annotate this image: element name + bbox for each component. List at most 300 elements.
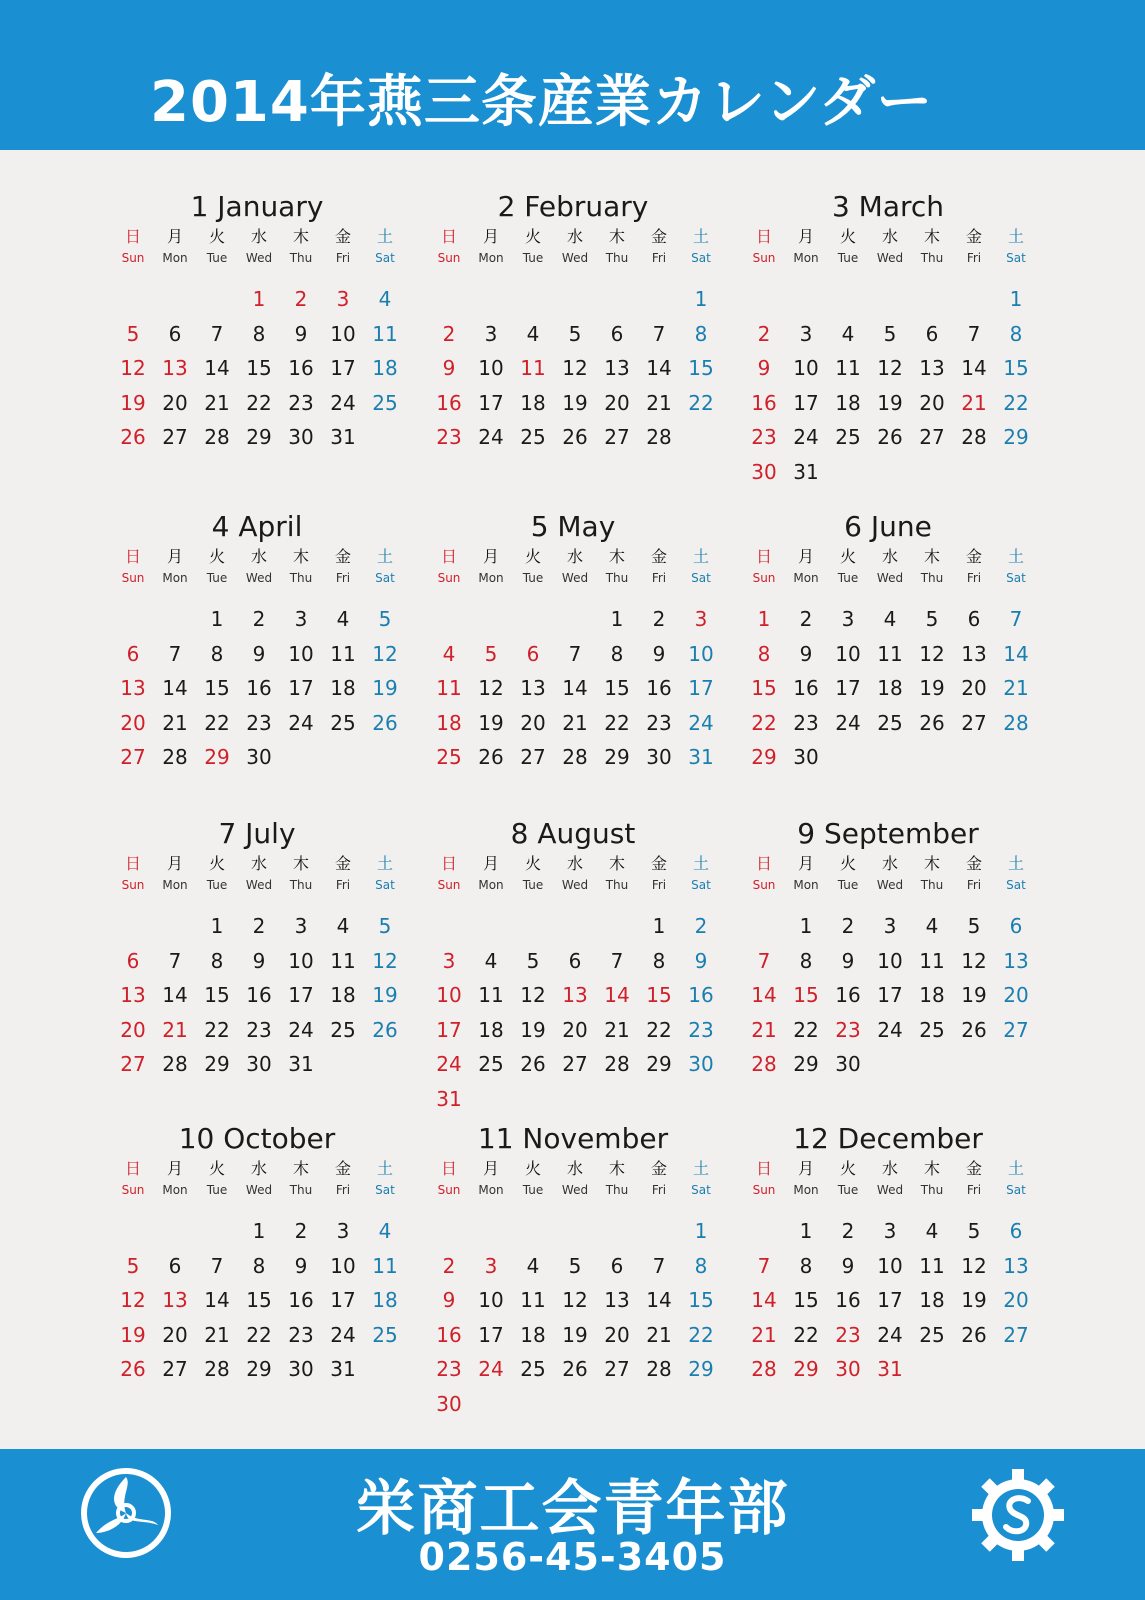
- day-cell: 25: [330, 710, 356, 735]
- day-cell: 11: [520, 1288, 546, 1312]
- day-cell: 20: [520, 710, 546, 735]
- day-cell: 18: [919, 1288, 945, 1312]
- page-title: 2014年燕三条産業カレンダー: [150, 70, 934, 135]
- weekday-en-label: Sat: [1006, 878, 1026, 892]
- day-cell: 5: [883, 321, 897, 346]
- weekday-jp-label: 土: [376, 227, 393, 246]
- weekday-en-label: Wed: [876, 571, 904, 585]
- day-cell: 29: [751, 745, 777, 769]
- weekday-en-label: Sun: [121, 571, 145, 585]
- day-cell: 6: [526, 641, 540, 666]
- day-cell: 19: [120, 1322, 146, 1347]
- weekday-en-label: Thu: [605, 878, 629, 892]
- day-cell: 27: [604, 425, 630, 449]
- day-grid: [428, 282, 722, 455]
- weekday-jp-label: 水: [881, 227, 898, 246]
- day-cell: 7: [757, 1253, 771, 1278]
- day-cell: 15: [1003, 356, 1029, 380]
- day-cell: 23: [835, 1017, 861, 1042]
- day-cell: 2: [652, 607, 666, 631]
- day-cell: 20: [1003, 983, 1029, 1007]
- empty-day-cell: [196, 282, 238, 317]
- day-cell: 28: [204, 425, 230, 449]
- day-cell: 19: [372, 983, 398, 1007]
- weekday-en-label: Mon: [162, 571, 188, 585]
- weekday-header: [428, 1158, 722, 1200]
- day-cell: 8: [799, 948, 813, 973]
- day-cell: 5: [568, 321, 582, 346]
- day-cell: 19: [120, 390, 146, 415]
- weekday-jp-label: 木: [608, 854, 625, 873]
- day-cell: 13: [162, 1288, 188, 1312]
- day-cell: 9: [694, 948, 708, 973]
- day-cell: 28: [162, 745, 188, 769]
- day-cell: 28: [204, 1357, 230, 1381]
- day-cell: 1: [799, 914, 813, 938]
- day-cell: 30: [288, 425, 314, 449]
- weekday-jp-label: 木: [292, 227, 309, 246]
- day-cell: 14: [751, 1288, 777, 1312]
- day-cell: 26: [372, 1017, 398, 1042]
- day-cell: 3: [883, 1219, 897, 1243]
- day-cell: 24: [688, 710, 714, 735]
- weekday-en-label: Thu: [289, 1183, 313, 1197]
- weekday-jp-label: 月: [166, 227, 183, 246]
- day-cell: 4: [336, 607, 350, 631]
- weekday-header: [112, 546, 406, 588]
- day-cell: 4: [526, 321, 540, 346]
- day-cell: 2: [294, 287, 308, 311]
- day-cell: 18: [520, 390, 546, 415]
- empty-day-cell: [512, 602, 554, 637]
- day-cell: 20: [604, 390, 630, 415]
- weekday-jp-label: 火: [524, 1159, 541, 1178]
- day-cell: 18: [372, 356, 398, 380]
- day-cell: 16: [436, 1322, 462, 1347]
- day-cell: 3: [294, 607, 308, 631]
- day-cell: 8: [210, 948, 224, 973]
- weekday-jp-label: 金: [965, 227, 982, 246]
- weekday-en-label: Thu: [605, 1183, 629, 1197]
- day-cell: 13: [919, 356, 945, 380]
- day-cell: 2: [799, 607, 813, 631]
- day-cell: 21: [751, 1322, 777, 1347]
- weekday-jp-label: 火: [839, 547, 856, 566]
- day-cell: 24: [793, 425, 819, 449]
- day-cell: 28: [751, 1357, 777, 1381]
- day-cell: 12: [562, 1288, 588, 1312]
- weekday-jp-label: 土: [376, 854, 393, 873]
- day-cell: 25: [520, 425, 546, 449]
- weekday-jp-label: 金: [650, 227, 667, 246]
- weekday-jp-label: 火: [839, 854, 856, 873]
- day-cell: 22: [246, 1322, 272, 1347]
- month-title: 8 August: [510, 817, 636, 850]
- empty-day-cell: [596, 909, 638, 944]
- day-cell: 2: [442, 1253, 456, 1278]
- weekday-jp-label: 日: [755, 547, 772, 566]
- day-cell: 13: [120, 983, 146, 1007]
- weekday-header: [112, 1158, 406, 1200]
- weekday-jp-label: 火: [839, 1159, 856, 1178]
- day-cell: 27: [120, 745, 146, 769]
- day-cell: 6: [1009, 1219, 1023, 1243]
- month-title: 6 June: [844, 510, 932, 543]
- day-cell: 20: [961, 676, 987, 700]
- day-cell: 18: [372, 1288, 398, 1312]
- weekday-jp-label: 金: [334, 1159, 351, 1178]
- day-cell: 28: [562, 745, 588, 769]
- day-cell: 17: [288, 676, 314, 700]
- day-grid: [743, 909, 1037, 1082]
- day-cell: 9: [442, 1288, 456, 1312]
- day-cell: 23: [246, 710, 272, 735]
- day-cell: 1: [652, 914, 666, 938]
- day-cell: 31: [793, 459, 819, 484]
- day-cell: 3: [336, 287, 350, 311]
- weekday-jp-label: 日: [440, 1159, 457, 1178]
- day-cell: 18: [835, 390, 861, 415]
- day-cell: 18: [330, 676, 356, 700]
- weekday-jp-label: 木: [292, 1159, 309, 1178]
- day-cell: 8: [694, 321, 708, 346]
- weekday-jp-label: 火: [208, 854, 225, 873]
- weekday-en-label: Sat: [375, 251, 395, 265]
- month-block: [743, 508, 1033, 775]
- empty-day-cell: [154, 909, 196, 944]
- day-cell: 16: [246, 983, 272, 1007]
- day-cell: 3: [484, 1253, 498, 1278]
- day-cell: 26: [562, 1357, 588, 1381]
- day-cell: 20: [919, 390, 945, 415]
- day-cell: 27: [961, 710, 987, 735]
- day-cell: 7: [652, 1253, 666, 1278]
- month-title: 11 November: [477, 1122, 669, 1155]
- weekday-en-label: Wed: [876, 878, 904, 892]
- day-cell: 24: [436, 1052, 462, 1076]
- weekday-jp-label: 日: [124, 227, 141, 246]
- weekday-en-label: Thu: [920, 878, 944, 892]
- empty-day-cell: [154, 1214, 196, 1249]
- day-cell: 22: [246, 390, 272, 415]
- weekday-en-label: Sun: [752, 251, 776, 265]
- day-cell: 13: [562, 983, 588, 1007]
- weekday-header: [428, 853, 722, 895]
- day-cell: 11: [372, 321, 398, 346]
- day-cell: 27: [919, 425, 945, 449]
- day-cell: 20: [604, 1322, 630, 1347]
- weekday-en-label: Sun: [437, 878, 461, 892]
- day-cell: 19: [562, 390, 588, 415]
- weekday-en-label: Sat: [1006, 571, 1026, 585]
- day-cell: 4: [378, 1219, 392, 1243]
- month-title: 7 July: [218, 817, 296, 850]
- day-cell: 23: [646, 710, 672, 735]
- weekday-jp-label: 月: [482, 547, 499, 566]
- day-cell: 13: [120, 676, 146, 700]
- day-cell: 13: [162, 356, 188, 380]
- weekday-jp-label: 木: [608, 547, 625, 566]
- weekday-jp-label: 金: [650, 1159, 667, 1178]
- day-cell: 8: [210, 641, 224, 666]
- weekday-jp-label: 日: [124, 547, 141, 566]
- day-grid: [112, 909, 406, 1082]
- day-cell: 5: [967, 914, 981, 938]
- weekday-jp-label: 火: [524, 547, 541, 566]
- month-title: 3 March: [831, 190, 945, 223]
- weekday-jp-label: 金: [965, 547, 982, 566]
- day-cell: 6: [610, 321, 624, 346]
- weekday-en-label: Mon: [478, 878, 504, 892]
- day-cell: 1: [1009, 287, 1023, 311]
- day-cell: 23: [436, 1357, 462, 1381]
- day-cell: 4: [336, 914, 350, 938]
- day-cell: 3: [694, 607, 708, 631]
- day-cell: 30: [288, 1357, 314, 1381]
- day-cell: 4: [841, 321, 855, 346]
- day-cell: 6: [568, 948, 582, 973]
- empty-day-cell: [428, 602, 470, 637]
- empty-day-cell: [911, 282, 953, 317]
- day-cell: 10: [877, 1253, 903, 1278]
- day-cell: 25: [520, 1357, 546, 1381]
- weekday-en-label: Sun: [121, 878, 145, 892]
- footer-banner: [0, 1449, 1145, 1600]
- weekday-header: [112, 226, 406, 268]
- day-cell: 17: [877, 1288, 903, 1312]
- day-cell: 10: [478, 356, 504, 380]
- weekday-en-label: Tue: [837, 1183, 859, 1197]
- day-cell: 15: [246, 1288, 272, 1312]
- day-cell: 12: [120, 1288, 146, 1312]
- day-cell: 15: [204, 983, 230, 1007]
- day-grid: [112, 602, 406, 775]
- day-cell: 7: [210, 321, 224, 346]
- empty-day-cell: [554, 602, 596, 637]
- weekday-en-label: Wed: [561, 1183, 589, 1197]
- weekday-jp-label: 土: [692, 1159, 709, 1178]
- day-cell: 19: [919, 676, 945, 700]
- day-cell: 13: [520, 676, 546, 700]
- day-cell: 19: [520, 1017, 546, 1042]
- day-cell: 14: [162, 676, 188, 700]
- day-cell: 20: [162, 1322, 188, 1347]
- day-cell: 1: [610, 607, 624, 631]
- day-grid: [428, 1214, 722, 1421]
- day-cell: 3: [799, 321, 813, 346]
- day-cell: 5: [925, 607, 939, 631]
- day-cell: 5: [967, 1219, 981, 1243]
- day-cell: 23: [288, 390, 314, 415]
- weekday-jp-label: 水: [250, 854, 267, 873]
- day-cell: 28: [646, 1357, 672, 1381]
- weekday-en-label: Sat: [375, 571, 395, 585]
- day-cell: 26: [120, 1357, 146, 1381]
- day-cell: 20: [562, 1017, 588, 1042]
- day-cell: 14: [204, 356, 230, 380]
- day-cell: 24: [877, 1322, 903, 1347]
- day-cell: 2: [694, 914, 708, 938]
- weekday-en-label: Mon: [162, 251, 188, 265]
- day-cell: 12: [961, 1253, 987, 1278]
- weekday-jp-label: 火: [208, 1159, 225, 1178]
- weekday-jp-label: 木: [923, 547, 940, 566]
- day-cell: 25: [330, 1017, 356, 1042]
- day-cell: 21: [162, 1017, 188, 1042]
- weekday-en-label: Tue: [522, 571, 544, 585]
- empty-day-cell: [743, 282, 785, 317]
- empty-day-cell: [428, 282, 470, 317]
- empty-day-cell: [512, 909, 554, 944]
- day-cell: 9: [442, 356, 456, 380]
- weekday-jp-label: 月: [482, 227, 499, 246]
- month-block: [428, 188, 718, 455]
- day-cell: 4: [925, 914, 939, 938]
- day-cell: 12: [877, 356, 903, 380]
- weekday-en-label: Tue: [522, 878, 544, 892]
- weekday-header: [743, 1158, 1037, 1200]
- day-cell: 21: [961, 390, 987, 415]
- day-cell: 19: [961, 983, 987, 1007]
- day-cell: 13: [1003, 948, 1029, 973]
- day-grid: [743, 602, 1037, 775]
- day-cell: 10: [288, 641, 314, 666]
- day-cell: 22: [751, 710, 777, 735]
- month-block: [428, 1120, 718, 1421]
- weekday-en-label: Sat: [691, 1183, 711, 1197]
- day-cell: 10: [793, 356, 819, 380]
- day-cell: 28: [162, 1052, 188, 1076]
- day-cell: 9: [294, 321, 308, 346]
- weekday-jp-label: 木: [923, 1159, 940, 1178]
- weekday-jp-label: 水: [881, 854, 898, 873]
- empty-day-cell: [869, 282, 911, 317]
- day-cell: 18: [478, 1017, 504, 1042]
- weekday-en-label: Thu: [920, 251, 944, 265]
- day-cell: 11: [372, 1253, 398, 1278]
- day-cell: 25: [372, 390, 398, 415]
- day-cell: 2: [252, 914, 266, 938]
- day-cell: 24: [330, 390, 356, 415]
- day-grid: [428, 602, 722, 775]
- weekday-en-label: Sat: [375, 878, 395, 892]
- day-cell: 27: [120, 1052, 146, 1076]
- day-cell: 11: [835, 356, 861, 380]
- day-cell: 9: [757, 356, 771, 380]
- weekday-jp-label: 月: [166, 1159, 183, 1178]
- day-cell: 2: [841, 914, 855, 938]
- weekday-en-label: Fri: [651, 878, 667, 892]
- day-cell: 6: [610, 1253, 624, 1278]
- day-cell: 11: [330, 641, 356, 666]
- month-block: [743, 188, 1033, 489]
- weekday-jp-label: 火: [839, 227, 856, 246]
- weekday-en-label: Fri: [651, 1183, 667, 1197]
- day-cell: 8: [610, 641, 624, 666]
- empty-day-cell: [554, 909, 596, 944]
- weekday-jp-label: 土: [376, 1159, 393, 1178]
- day-cell: 1: [799, 1219, 813, 1243]
- weekday-en-label: Mon: [478, 251, 504, 265]
- day-cell: 9: [252, 641, 266, 666]
- day-cell: 9: [294, 1253, 308, 1278]
- weekday-jp-label: 水: [566, 227, 583, 246]
- weekday-en-label: Mon: [162, 878, 188, 892]
- organization-name: 栄商工会青年部: [355, 1474, 790, 1544]
- day-cell: 29: [793, 1357, 819, 1381]
- weekday-jp-label: 日: [755, 227, 772, 246]
- weekday-jp-label: 金: [650, 547, 667, 566]
- weekday-jp-label: 水: [566, 1159, 583, 1178]
- day-cell: 8: [757, 641, 771, 666]
- weekday-en-label: Sun: [752, 878, 776, 892]
- day-cell: 8: [799, 1253, 813, 1278]
- day-cell: 24: [330, 1322, 356, 1347]
- day-cell: 22: [688, 1322, 714, 1347]
- weekday-header: [743, 546, 1037, 588]
- day-cell: 30: [835, 1052, 861, 1076]
- day-cell: 29: [204, 745, 230, 769]
- phone-number: 0256-45-3405: [418, 1535, 727, 1579]
- day-cell: 16: [288, 356, 314, 380]
- day-cell: 22: [688, 390, 714, 415]
- weekday-jp-label: 日: [755, 854, 772, 873]
- empty-day-cell: [470, 1214, 512, 1249]
- day-cell: 5: [378, 607, 392, 631]
- day-cell: 7: [168, 641, 182, 666]
- day-cell: 14: [562, 676, 588, 700]
- weekday-en-label: Fri: [966, 1183, 982, 1197]
- day-cell: 28: [646, 425, 672, 449]
- day-cell: 6: [967, 607, 981, 631]
- day-cell: 21: [646, 1322, 672, 1347]
- weekday-en-label: Tue: [837, 251, 859, 265]
- weekday-jp-label: 火: [524, 227, 541, 246]
- weekday-jp-label: 水: [566, 854, 583, 873]
- day-cell: 21: [646, 390, 672, 415]
- day-cell: 30: [751, 459, 777, 484]
- day-cell: 22: [204, 710, 230, 735]
- weekday-en-label: Tue: [837, 878, 859, 892]
- day-cell: 10: [877, 948, 903, 973]
- day-cell: 25: [835, 425, 861, 449]
- month-title: 1 January: [190, 190, 324, 223]
- day-cell: 27: [520, 745, 546, 769]
- day-cell: 4: [442, 641, 456, 666]
- day-cell: 8: [694, 1253, 708, 1278]
- day-cell: 2: [294, 1219, 308, 1243]
- weekday-en-label: Sun: [437, 251, 461, 265]
- day-cell: 22: [646, 1017, 672, 1042]
- day-cell: 7: [568, 641, 582, 666]
- weekday-jp-label: 木: [292, 547, 309, 566]
- day-cell: 15: [793, 1288, 819, 1312]
- day-cell: 25: [436, 745, 462, 769]
- weekday-en-label: Mon: [793, 1183, 819, 1197]
- weekday-jp-label: 水: [881, 547, 898, 566]
- day-cell: 4: [883, 607, 897, 631]
- day-cell: 1: [694, 287, 708, 311]
- day-cell: 31: [288, 1052, 314, 1076]
- day-cell: 16: [436, 390, 462, 415]
- day-cell: 29: [246, 425, 272, 449]
- weekday-jp-label: 月: [797, 1159, 814, 1178]
- empty-day-cell: [512, 1214, 554, 1249]
- month-title: 4 April: [211, 510, 303, 543]
- day-cell: 19: [372, 676, 398, 700]
- weekday-jp-label: 月: [797, 854, 814, 873]
- weekday-en-label: Tue: [206, 251, 228, 265]
